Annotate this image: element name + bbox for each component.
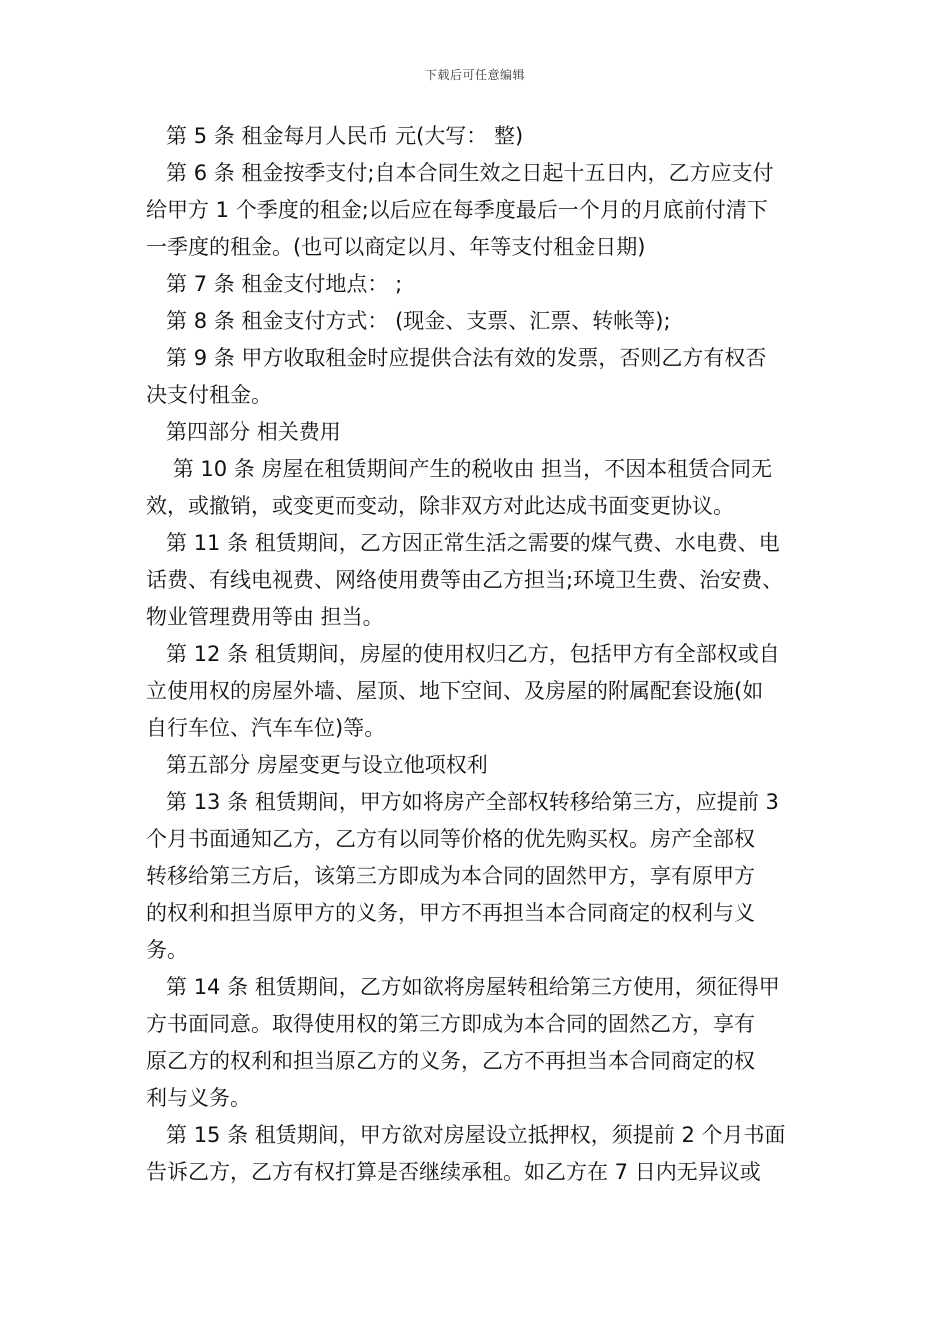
text-line: 给甲方 1 个季度的租金;以后应在每季度最后一个月的月底前付清下 xyxy=(146,198,768,222)
text-line: 第 8 条 租金支付方式： (现金、支票、汇票、转帐等); xyxy=(146,309,671,333)
text-line: 第 11 条 租赁期间，乙方因正常生活之需要的煤气费、水电费、电 xyxy=(146,531,780,555)
text-line: 第 14 条 租赁期间，乙方如欲将房屋转租给第三方使用，须征得甲 xyxy=(146,975,780,999)
text-line: 第 10 条 房屋在租赁期间产生的税收由 担当，不因本租赁合同无 xyxy=(146,457,773,481)
text-line: 效，或撤销，或变更而变动，除非双方对此达成书面变更协议。 xyxy=(146,494,734,518)
text-line: 转移给第三方后，该第三方即成为本合同的固然甲方，享有原甲方 xyxy=(146,864,755,888)
section-heading: 第五部分 房屋变更与设立他项权利 xyxy=(146,753,488,777)
text-line: 利与义务。 xyxy=(146,1086,251,1110)
text-line: 话费、有线电视费、网络使用费等由乙方担当;环境卫生费、治安费、 xyxy=(146,568,784,592)
text-line: 自行车位、汽车车位)等。 xyxy=(146,716,386,740)
text-line: 第 13 条 租赁期间，甲方如将房产全部权转移给第三方，应提前 3 xyxy=(146,790,779,814)
text-line: 第 6 条 租金按季支付;自本合同生效之日起十五日内，乙方应支付 xyxy=(146,161,774,185)
text-line: 立使用权的房屋外墙、屋顶、地下空间、及房屋的附属配套设施(如 xyxy=(146,679,764,703)
page-header: 下载后可任意编辑 xyxy=(424,68,525,82)
text-line: 一季度的租金。(也可以商定以月、年等支付租金日期) xyxy=(146,235,646,259)
text-line: 个月书面通知乙方，乙方有以同等价格的优先购买权。房产全部权 xyxy=(146,827,755,851)
text-line: 第 7 条 租金支付地点： ; xyxy=(146,272,403,296)
text-line: 第 12 条 租赁期间，房屋的使用权归乙方，包括甲方有全部权或自 xyxy=(146,642,780,666)
text-line: 告诉乙方，乙方有权打算是否继续承租。如乙方在 7 日内无异议或 xyxy=(146,1160,761,1184)
text-line: 方书面同意。取得使用权的第三方即成为本合同的固然乙方，享有 xyxy=(146,1012,755,1036)
text-line: 第 5 条 租金每月人民币 元(大写： 整) xyxy=(146,124,524,148)
text-line: 物业管理费用等由 担当。 xyxy=(146,605,384,629)
text-line: 第 15 条 租赁期间，甲方欲对房屋设立抵押权，须提前 2 个月书面 xyxy=(146,1123,786,1147)
document-body xyxy=(146,118,822,1191)
text-line: 务。 xyxy=(146,938,188,962)
text-line: 原乙方的权利和担当原乙方的义务，乙方不再担当本合同商定的权 xyxy=(146,1049,755,1073)
section-heading: 第四部分 相关费用 xyxy=(146,420,341,444)
text-line: 第 9 条 甲方收取租金时应提供合法有效的发票，否则乙方有权否 xyxy=(146,346,767,370)
text-line: 的权利和担当原甲方的义务，甲方不再担当本合同商定的权利与义 xyxy=(146,901,755,925)
text-line: 决支付租金。 xyxy=(146,383,272,407)
